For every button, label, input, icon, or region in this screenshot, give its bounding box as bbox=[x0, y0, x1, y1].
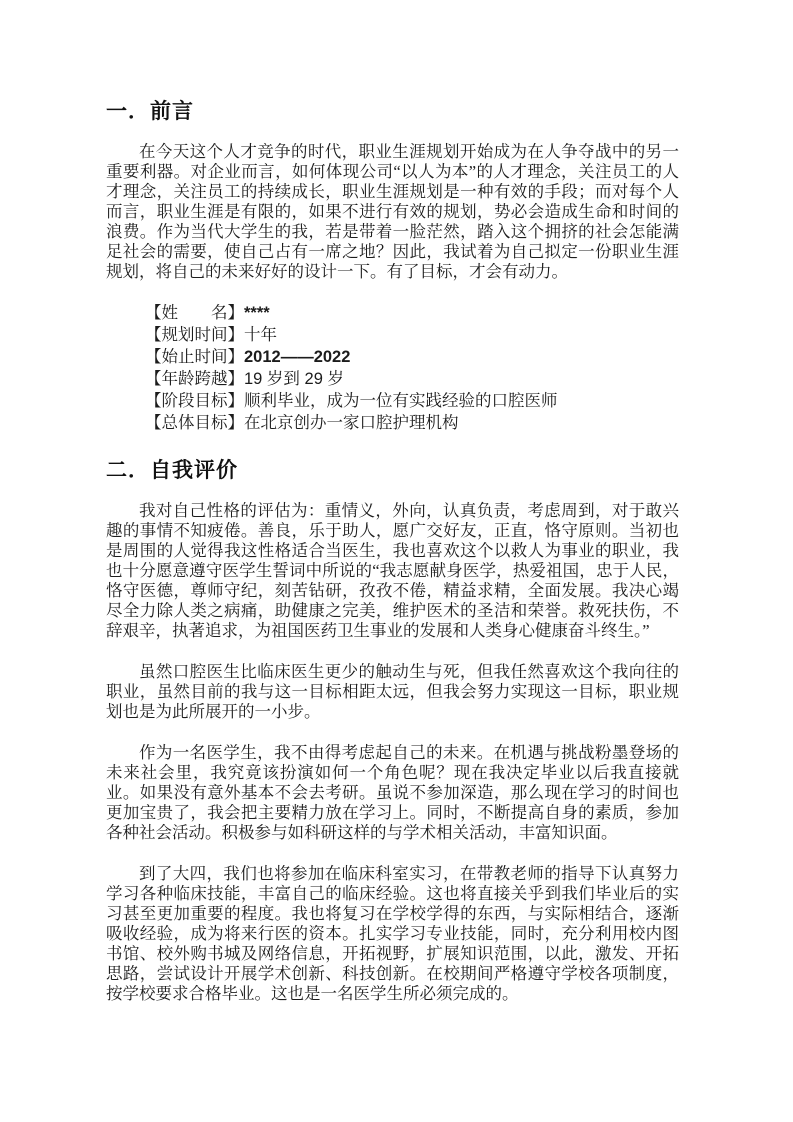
self-evaluation-paragraph-4: 到了大四，我们也将参加在临床科室实习，在带教老师的指导下认真努力学习各种临床技能，丰富自己的临床经验。这也将直接关乎到我们毕业后的实习甚至更加重要的程度。我也将复习在学校学得的东西，与实际相结合，逐渐吸收经验，成为将来行医的资本。扎实学习专业技能，同时，充分利用校内图书馆、校外购书城及网络信息，开拓视野，扩展知识范围，以此，激发、开拓思路，尝试设计开展学术创新、科技创新。在校期间严格遵守学校各项制度，按学校要求合格毕业。这也是一名医学生所必须完成的。 bbox=[106, 864, 679, 1003]
profile-label: 【始止时间】 bbox=[145, 347, 244, 366]
section-heading-self-evaluation: 二．自我评价 bbox=[106, 459, 238, 482]
profile-value: 19 岁到 29 岁 bbox=[244, 370, 344, 388]
self-evaluation-paragraph-1: 我对自己性格的评估为：重情义，外向，认真负责，考虑周到，对于敢兴趣的事情不知疲倦。善良，乐于助人，愿广交好友，正直，恪守原则。当初也是周围的人觉得我这性格适合当医生，我也喜欢这个以救人为事业的职业，我也十分愿意遵守医学生誓词中所说的“我志愿献身医学，热爱祖国，忠于人民，恪守医德，尊师守纪，刻苦钻研，孜孜不倦，精益求精，全面发展。我决心竭尽全力除人类之病痛，助健康之完美，维护医术的圣洁和荣誉。救死扶伤，不辞艰辛，执著追求，为祖国医药卫生事业的发展和人类身心健康奋斗终生。” bbox=[106, 501, 679, 640]
profile-item-age-range bbox=[145, 368, 679, 390]
section-heading-preface: 一．前言 bbox=[106, 100, 194, 123]
profile-value: 2012——2022 bbox=[244, 348, 351, 366]
profile-item-name bbox=[145, 302, 679, 324]
profile-label: 【规划时间】 bbox=[145, 325, 244, 344]
profile-label: 【总体目标】 bbox=[145, 413, 244, 432]
profile-item-time-span bbox=[145, 346, 679, 368]
profile-value: 十年 bbox=[244, 326, 277, 344]
profile-value: **** bbox=[244, 304, 270, 322]
profile-list bbox=[145, 302, 679, 434]
profile-item-stage-goal bbox=[145, 390, 679, 412]
profile-item-overall-goal bbox=[145, 412, 679, 434]
profile-value: 在北京创办一家口腔护理机构 bbox=[244, 414, 459, 432]
profile-label: 【年龄跨越】 bbox=[145, 369, 244, 388]
profile-label: 【阶段目标】 bbox=[145, 391, 244, 410]
profile-label: 【姓 名】 bbox=[145, 303, 244, 322]
self-evaluation-paragraph-2: 虽然口腔医生比临床医生更少的触动生与死，但我任然喜欢这个我向往的职业，虽然目前的我与这一目标相距太远，但我会努力实现这一目标，职业规划也是为此所展开的一小步。 bbox=[106, 662, 679, 721]
self-evaluation-paragraph-3: 作为一名医学生，我不由得考虑起自己的未来。在机遇与挑战粉墨登场的未来社会里，我究竟该扮演如何一个角色呢？现在我决定毕业以后我直接就业。如果没有意外基本不会去考研。虽说不参加深造，那么现在学习的时间也更加宝贵了，我会把主要精力放在学习上。同时，不断提高自身的素质，参加各种社会活动。积极参与如科研这样的与学术相关活动，丰富知识面。 bbox=[106, 743, 679, 842]
profile-value: 顺利毕业，成为一位有实践经验的口腔医师 bbox=[244, 392, 558, 410]
preface-paragraph: 在今天这个人才竞争的时代，职业生涯规划开始成为在人争夺战中的另一重要利器。对企业而言，如何体现公司“以人为本”的人才理念，关注员工的人才理念，关注员工的持续成长，职业生涯规划是一种有效的手段；而对每个人而言，职业生涯是有限的，如果不进行有效的规划，势必会造成生命和时间的浪费。作为当代大学生的我，若是带着一脸茫然，踏入这个拥挤的社会怎能满足社会的需要，使自己占有一席之地？因此，我试着为自己拟定一份职业生涯规划，将自己的未来好好的设计一下。有了目标，才会有动力。 bbox=[106, 142, 679, 281]
profile-item-plan-duration bbox=[145, 324, 679, 346]
